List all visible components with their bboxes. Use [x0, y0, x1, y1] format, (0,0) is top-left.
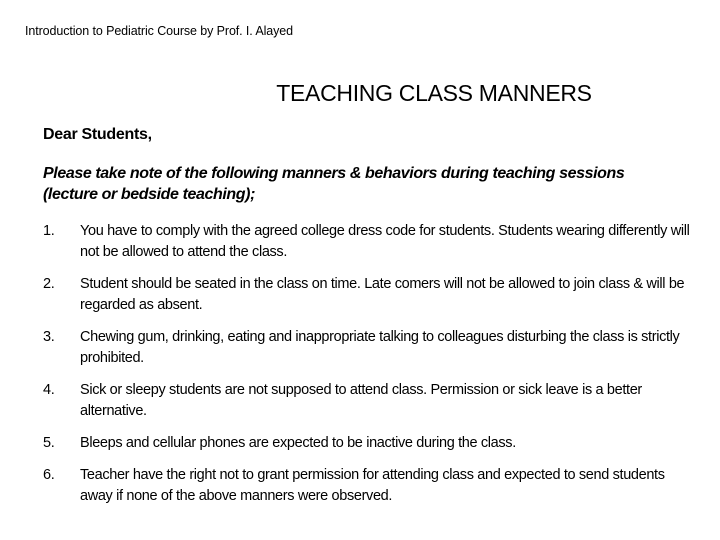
rule-number: 6.	[43, 467, 55, 483]
rule-text: You have to comply with the agreed college dress code for students. Students wearing differently will not be allowed to attend the class.	[80, 223, 690, 260]
rule-item	[43, 465, 693, 507]
rule-item	[43, 274, 693, 316]
rule-text: Sick or sleepy students are not supposed to attend class. Permission or sick leave is a better alternative.	[80, 382, 642, 419]
intro-paragraph: Please take note of the following manners & behaviors during teaching sessions (lecture or bedside teaching);	[43, 165, 625, 203]
rule-number: 1.	[43, 223, 55, 239]
rule-text: Student should be seated in the class on time. Late comers will not be allowed to join class & will be regarded as absent.	[80, 276, 685, 313]
course-header: Introduction to Pediatric Course by Prof. I. Alayed	[25, 24, 293, 38]
rule-item	[43, 433, 693, 454]
page-title: TEACHING CLASS MANNERS	[276, 80, 592, 106]
rule-number: 2.	[43, 276, 55, 292]
rule-text: Chewing gum, drinking, eating and inappropriate talking to colleagues disturbing the class is strictly prohibited.	[80, 329, 680, 366]
rule-number: 5.	[43, 435, 55, 451]
rule-item	[43, 327, 693, 369]
rule-text: Bleeps and cellular phones are expected to be inactive during the class.	[80, 435, 516, 451]
rule-text: Teacher have the right not to grant permission for attending class and expected to send students away if none of the above manners were observed.	[80, 467, 665, 504]
rule-item	[43, 221, 693, 263]
greeting: Dear Students,	[43, 126, 152, 143]
rule-number: 3.	[43, 329, 55, 345]
rule-number: 4.	[43, 382, 55, 398]
rule-item	[43, 380, 693, 422]
rules-list	[43, 221, 693, 518]
